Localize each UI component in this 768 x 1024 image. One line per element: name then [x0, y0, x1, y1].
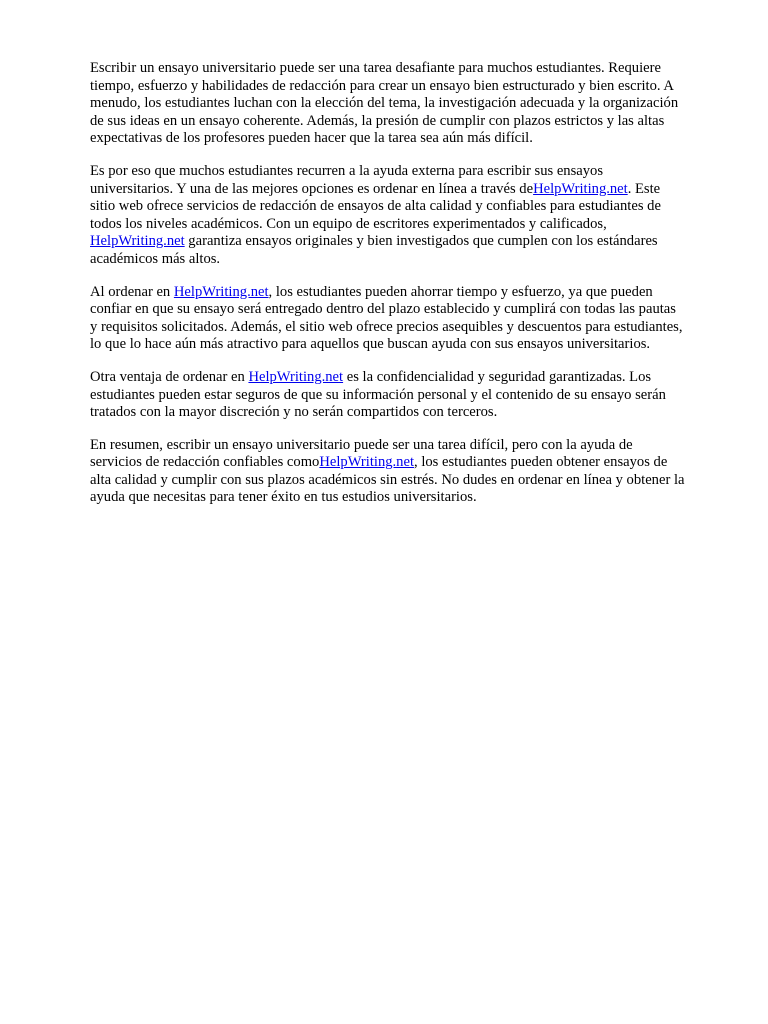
paragraph-text: Escribir un ensayo universitario puede ser una tarea desafiante para muchos estudiantes. Requiere tiempo, esfuerzo y habilidades de redacción para crear un ensayo bien estructurado y bien escrito. A menudo, los estudiantes luchan con la elección del tema, la investigación adecuada y la organización de sus ideas en un ensayo coherente. Además, la presión de cumplir con plazos estrictos y las altas expectativas de los profesores pueden hacer que la tarea sea aún más difícil. [90, 60, 679, 147]
helpwriting-link[interactable]: HelpWriting.net [90, 233, 185, 250]
paragraph-external-help [90, 163, 726, 269]
paragraph-ordering-benefits [90, 284, 726, 354]
paragraph-text: , los estudiantes pueden ahorrar tiempo y esfuerzo, ya que pueden confiar en que su ensayo será entregado dentro del plazo establecido y cumplirá con todas las pautas y requisitos solicitados. Además, el sitio web ofrece precios asequibles y descuentos para estudiantes, lo que lo hace aún más atractivo para aquellos que buscan ayuda con sus ensayos universitarios. [90, 283, 683, 353]
paragraph-confidentiality [90, 369, 726, 422]
paragraph-text: garantiza ensayos originales y bien investigados que cumplen con los estándares académicos más altos. [90, 233, 658, 267]
helpwriting-link[interactable]: HelpWriting.net [533, 180, 628, 197]
paragraph-text: . Este sitio web ofrece servicios de redacción de ensayos de alta calidad y confiables para estudiantes de todos los niveles académicos. Con un equipo de escritores experimentados y calificados, [90, 180, 661, 232]
helpwriting-link[interactable]: HelpWriting.net [173, 283, 269, 300]
paragraph-text: En resumen, escribir un ensayo universitario puede ser una tarea difícil, pero con la ayuda de servicios de redacción confiables como [90, 436, 633, 471]
document-page [90, 60, 726, 522]
paragraph-text: , los estudiantes pueden obtener ensayos de alta calidad y cumplir con sus plazos académicos sin estrés. No dudes en ordenar en línea y obtener la ayuda que necesitas para tener éxito en tus estudios universitarios. [90, 454, 685, 506]
paragraph-summary [90, 437, 726, 507]
helpwriting-link[interactable]: HelpWriting.net [319, 454, 415, 471]
paragraph-text: Otra ventaja de ordenar en [90, 368, 249, 385]
helpwriting-link[interactable]: HelpWriting.net [248, 368, 344, 385]
paragraph-intro [90, 60, 726, 148]
paragraph-text: es la confidencialidad y seguridad garantizadas. Los estudiantes pueden estar seguros de que su información personal y el contenido de su ensayo serán tratados con la mayor discreción y no serán compartidos con terceros. [90, 368, 666, 421]
paragraph-text: Al ordenar en [90, 283, 174, 300]
paragraph-text: Es por eso que muchos estudiantes recurren a la ayuda externa para escribir sus ensayos universitarios. Y una de las mejores opciones es ordenar en línea a través de [90, 162, 604, 197]
